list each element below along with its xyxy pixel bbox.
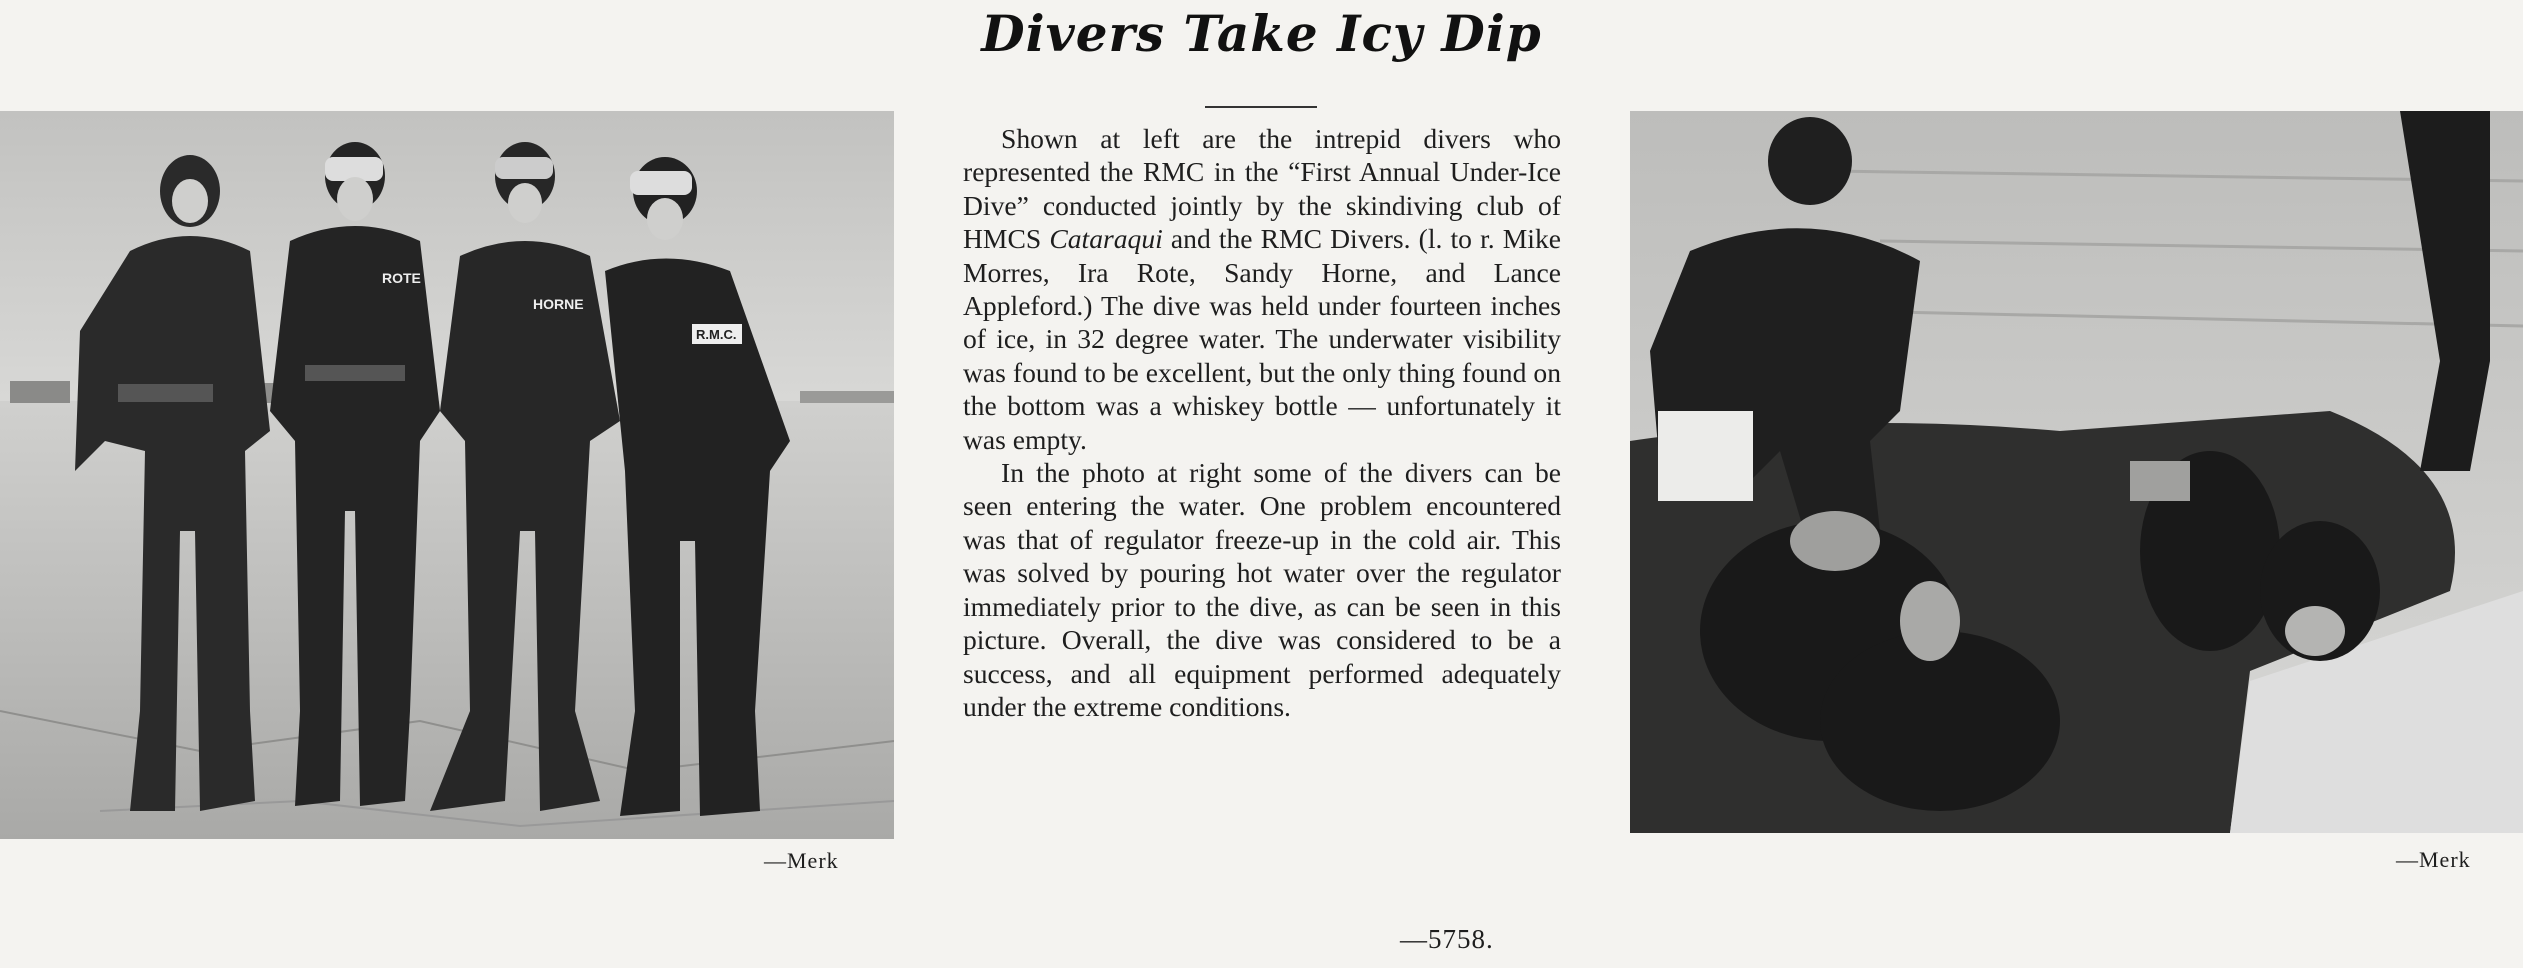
- article-paragraph-2: In the photo at right some of the divers can be seen entering the water. One problem encountered was that of regulator freeze-up in the cold air. This was solved by pouring hot water over the regulator immediately prior to the dive, as can be seen in this picture. Overall, the dive was considered to be a success, and all equipment performed adequately under the extreme conditions.: [963, 457, 1561, 722]
- four-divers-on-ice-photo: [0, 111, 894, 839]
- ship-name-italic: Cataraqui: [1049, 223, 1163, 255]
- paragraph-1-text-before: Shown at left are the intrepid divers who represented the RMC in the “First Annual Under-Ice Dive” conducted jointly by the skindiving club of HMCS: [963, 123, 1561, 255]
- page-number: —5758.: [1400, 924, 1494, 954]
- suit-label-rote: ROTE: [382, 270, 421, 286]
- title-divider-rule: [1205, 106, 1317, 108]
- article-title: Divers Take Icy Dip: [981, 4, 1542, 63]
- suit-label-rmc: R.M.C.: [696, 327, 737, 342]
- suit-label-horne: HORNE: [533, 296, 584, 312]
- article-body: [963, 122, 1561, 723]
- left-photo-credit: —Merk: [764, 848, 839, 873]
- paragraph-1-text-after: and the RMC Divers. (l. to r. Mike Morres, Ira Rote, Sandy Horne, and Lance Appleford.) The dive was held under fourteen inches of ice, in 32 degree water. The underwater visibility was found to be excellent, but the only thing found on the bottom was a whiskey bottle — unfortunately it was empty.: [963, 223, 1561, 455]
- right-photo-credit: —Merk: [2396, 847, 2471, 872]
- divers-entering-ice-hole-photo: [1630, 111, 2523, 833]
- article-paragraph-1: [963, 122, 1561, 456]
